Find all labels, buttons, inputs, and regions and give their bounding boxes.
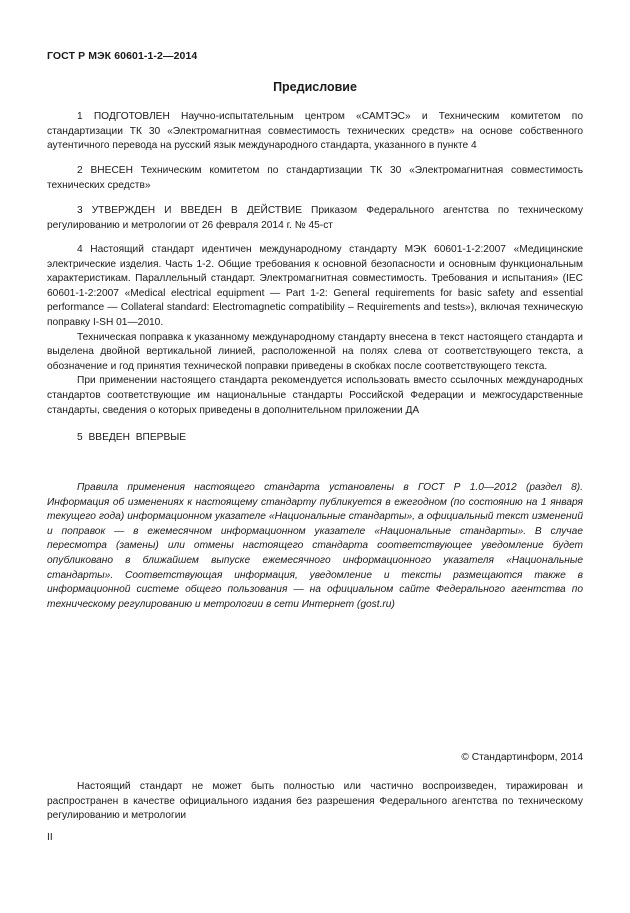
application-rules-note [47,481,583,612]
standard-code-header: ГОСТ Р МЭК 60601-1-2—2014 [47,50,198,62]
reproduction-notice [47,780,583,824]
reproduction-text: Настоящий стандарт не может быть полностью или частично воспроизведен, тиражирован и распространен в качестве официального издания без разрешения Федерального агентства по техническому регулированию и метрологии [47,781,583,822]
paragraph-submitted-by [47,164,583,193]
paragraph-approved [47,204,583,233]
page-number: II [47,832,53,843]
note-text: Правила применения настоящего стандарта установлены в ГОСТ Р 1.0—2012 (раздел 8). Информация об изменениях к настоящему стандарту публикуется в ежегодном (по состоянию на 1 января текущего года) информационном указателе «Национальные стандарты», а официальный текст изменений и поправок — в ежемесячном информационном указателе «Национальные стандарты». В случае пересмотра (замены) или отмены настоящего стандарта соответствующее уведомление будет опубликовано в ближайшем выпуске ежемесячного информационного указателя «Национальные стандарты». Соответствующая информация, уведомление и тексты размещаются также в информационной системе общего пользования — на официальном сайте Федерального агентства по техническому регулированию и метрологии в сети Интернет (gost.ru) [47,482,583,610]
paragraph-text: При применении настоящего стандарта рекомендуется использовать вместо ссылочных международных стандартов соответствующие им национальные стандарты Российской Федерации и межгосударственные стандарты, сведения о которых приведены в дополнительном приложении ДА [47,375,583,416]
paragraph-text: 1 ПОДГОТОВЛЕН Научно-испытательным центром «САМТЭС» и Техническим комитетом по стандартизации ТК 30 «Электромагнитная совместимость технических средств» на основе собственного аутентичного перевода на русский язык международного стандарта, указанного в пункте 4 [47,111,583,152]
paragraph-text: 2 ВНЕСЕН Техническим комитетом по стандартизации ТК 30 «Электромагнитная совместимость технических средств» [47,165,583,191]
paragraph-text: 4 Настоящий стандарт идентичен международному стандарту МЭК 60601-1-2:2007 «Медицинские электрические изделия. Часть 1-2. Общие требования к основной безопасности и основным функциональным характеристикам. Параллельный стандарт. Электромагнитная совместимость. Требования и испытания» (IEC 60601-1-2:2007 «Medical electrical equipment — Part 1-2: General requirements for basic safety and essential performance — Collateral standard: Electromagnetic compatibility – Requirements and tests»), включая техническую поправку I-SH 01—2010. [47,244,583,328]
paragraph-introduced-first [47,431,583,446]
paragraph-text: 3 УТВЕРЖДЕН И ВВЕДЕН В ДЕЙСТВИЕ Приказом Федерального агентства по техническому регулированию и метрологии от 26 февраля 2014 г. № 45-ст [47,205,583,231]
paragraph-text: 5 ВВЕДЕН ВПЕРВЫЕ [77,432,187,443]
paragraph-text: Техническая поправка к указанному международному стандарту внесена в текст настоящего стандарта и выделена двойной вертикальной линией, расположенной на полях слева от соответствующего текста, а обозначение и год принятия технической поправки приведены в скобках после соответствующего текста. [47,331,583,372]
copyright-notice: © Стандартинформ, 2014 [461,752,583,763]
paragraph-prepared-by [47,110,583,154]
paragraph-identical-standard [47,243,583,418]
page-title: Предисловие [273,80,357,94]
